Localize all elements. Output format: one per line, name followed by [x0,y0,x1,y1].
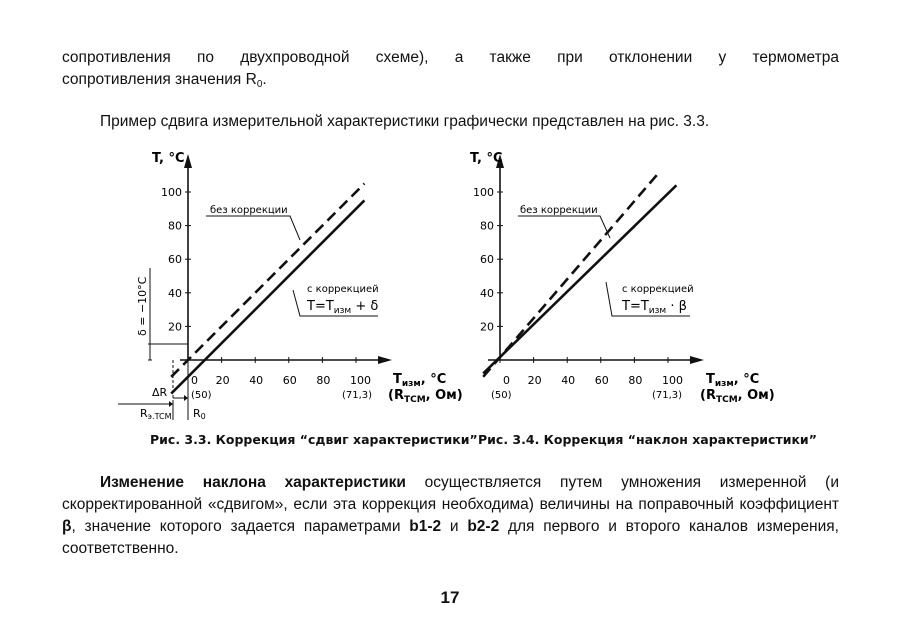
fig33-y-ticks [161,186,191,333]
fig33-x-label-main: T [393,372,402,387]
fig34-y-tick-label: 60 [480,253,494,267]
fig34-leader-no-correction [518,216,610,238]
fig34-y-tick-label: 20 [480,320,494,334]
fig33-formula-suffix: + δ [351,299,379,314]
fig33-r0-sub: 0 [200,412,206,421]
fig33-x-under-100: (71,3) [342,390,373,401]
fig34-y-ticks [473,186,503,333]
fig34-formula-suffix: · β [666,299,687,314]
fig34-x-label2-sub: TCM [715,395,738,405]
fig33-r0-label [193,407,206,421]
paragraph-3-text-2: , значение которого задается параметрами [71,518,410,535]
fig34-label-with-correction: с коррекцией [622,284,694,295]
paragraph-1-line-1: сопротивления по двухпроводной схеме), а также при отклонении у термометра [62,49,839,66]
fig33-x-label2-sub: TCM [403,395,426,405]
fig33-x-tick-label: 40 [249,374,264,387]
fig33-x-label2-unit: , Ом) [425,388,463,403]
paragraph-3-text-4: для первого и второго каналов измерения, соответственно. [62,518,839,557]
fig34-x-arrow-icon [690,356,704,364]
fig34-x-ticks [500,357,683,387]
fig33-x-arrow-icon [378,356,392,364]
fig34-formula-prefix: T=T [622,299,649,314]
fig34-x-label2-unit: , Ом) [737,388,775,403]
fig33-x-label2-main: (R [388,388,404,403]
caption-fig-3-4: Рис. 3.4. Коррекция “наклон характеристики” [478,432,817,447]
fig34-x-label-unit: , °C [733,372,760,387]
fig33-r0-main: R [193,407,201,420]
fig34-x-tick-label: 20 [527,374,542,387]
fig34-formula-sub: изм [648,306,667,316]
fig34-x-axis-label [706,372,759,389]
paragraph-3-text-1: осуществляется путем умножения измеренной (и скорректированной «сдвигом», если эта коррекция необходима) величины на поправочный коэффициент [62,474,839,513]
fig33-y-arrow-icon [184,154,192,168]
paragraph-1-line-2-prefix: сопротивления значения R [62,71,257,88]
fig34-x-tick-label: 0 [503,374,510,387]
paragraph-3-beta: β [62,518,72,535]
fig33-x-under-zero: (50) [191,390,212,401]
fig34-x-tick-label: 40 [561,374,576,387]
fig33-r-ref-arrow-icon [169,401,173,407]
paragraph-2: Пример сдвига измерительной характеристики графически представлен на рис. 3.3. [100,113,710,130]
fig33-x-tick-label: 60 [282,374,297,387]
fig33-y-tick-label: 40 [168,286,182,300]
fig34-x-under-100: (71,3) [652,390,683,401]
fig34-formula [621,299,687,316]
fig33-delta-label: δ = −10°C [136,276,149,336]
paragraph-1-r0-sub: 0 [256,79,263,90]
fig33-y-tick-label: 80 [168,219,182,233]
fig33-label-no-correction: без коррекции [210,205,288,216]
figure-3-3 [118,151,463,421]
fig34-x-under-zero: (50) [491,390,512,401]
fig33-r-ref-label [140,407,172,421]
fig34-x-label-sub: изм [714,379,734,389]
fig34-x-label2-main: (R [700,388,716,403]
figure-3-4 [470,151,775,405]
fig34-y-axis-label: T, °C [470,151,503,166]
fig33-delta-r-arrow-icon [184,395,188,401]
fig33-series-with-correction [171,200,364,393]
paragraph-3 [62,472,839,560]
fig33-x-tick-label: 100 [350,374,371,387]
paragraph-3-text-3: и [441,518,468,535]
paragraph-3-bold-start: Изменение наклона характеристики [100,474,406,491]
caption-fig-3-3: Рис. 3.3. Коррекция “сдвиг характеристики” [150,432,478,447]
fig34-y-tick-label: 100 [473,186,494,199]
fig33-x-tick-label: 80 [316,374,331,387]
fig34-label-no-correction: без коррекции [520,205,598,216]
fig34-lines [483,172,676,377]
fig33-leader-no-correction [206,216,300,240]
fig33-y-tick-label: 60 [168,253,182,267]
fig33-label-with-correction: с коррекцией [307,284,379,295]
fig34-x-tick-label: 80 [628,374,643,387]
fig33-delta-r-label: ΔR [152,386,168,399]
fig33-x-axis-label [393,372,446,389]
fig33-formula-prefix: T=T [307,299,334,314]
fig33-x-tick-label: 0 [191,374,198,387]
fig33-y-tick-label: 100 [161,186,182,199]
fig33-y-tick-label: 20 [168,320,182,334]
fig34-x-axis-label-2 [700,388,775,405]
fig34-x-tick-label: 60 [594,374,609,387]
fig33-y-axis-label: T, °C [152,151,185,166]
fig34-y-tick-label: 80 [480,219,494,233]
fig33-x-tick-label: 20 [215,374,230,387]
fig33-formula-sub: изм [333,306,352,316]
fig33-x-axis-label-2 [388,388,463,405]
paragraph-3-param-2: b2-2 [467,518,500,535]
paragraph-1-line-2-suffix: . [262,71,267,88]
page-number: 17 [440,588,460,607]
fig34-x-label-main: T [706,372,715,387]
paragraph-3-param-1: b1-2 [409,518,442,535]
fig33-formula [306,299,378,316]
fig33-x-ticks [188,357,371,387]
fig33-x-label-unit: , °C [420,372,447,387]
fig34-x-tick-label: 100 [662,374,683,387]
fig33-r-ref-main: R [140,407,148,420]
fig34-y-tick-label: 40 [480,286,494,300]
fig33-x-label-sub: изм [401,379,421,389]
fig33-r-ref-sub: э.TCM [147,412,172,421]
